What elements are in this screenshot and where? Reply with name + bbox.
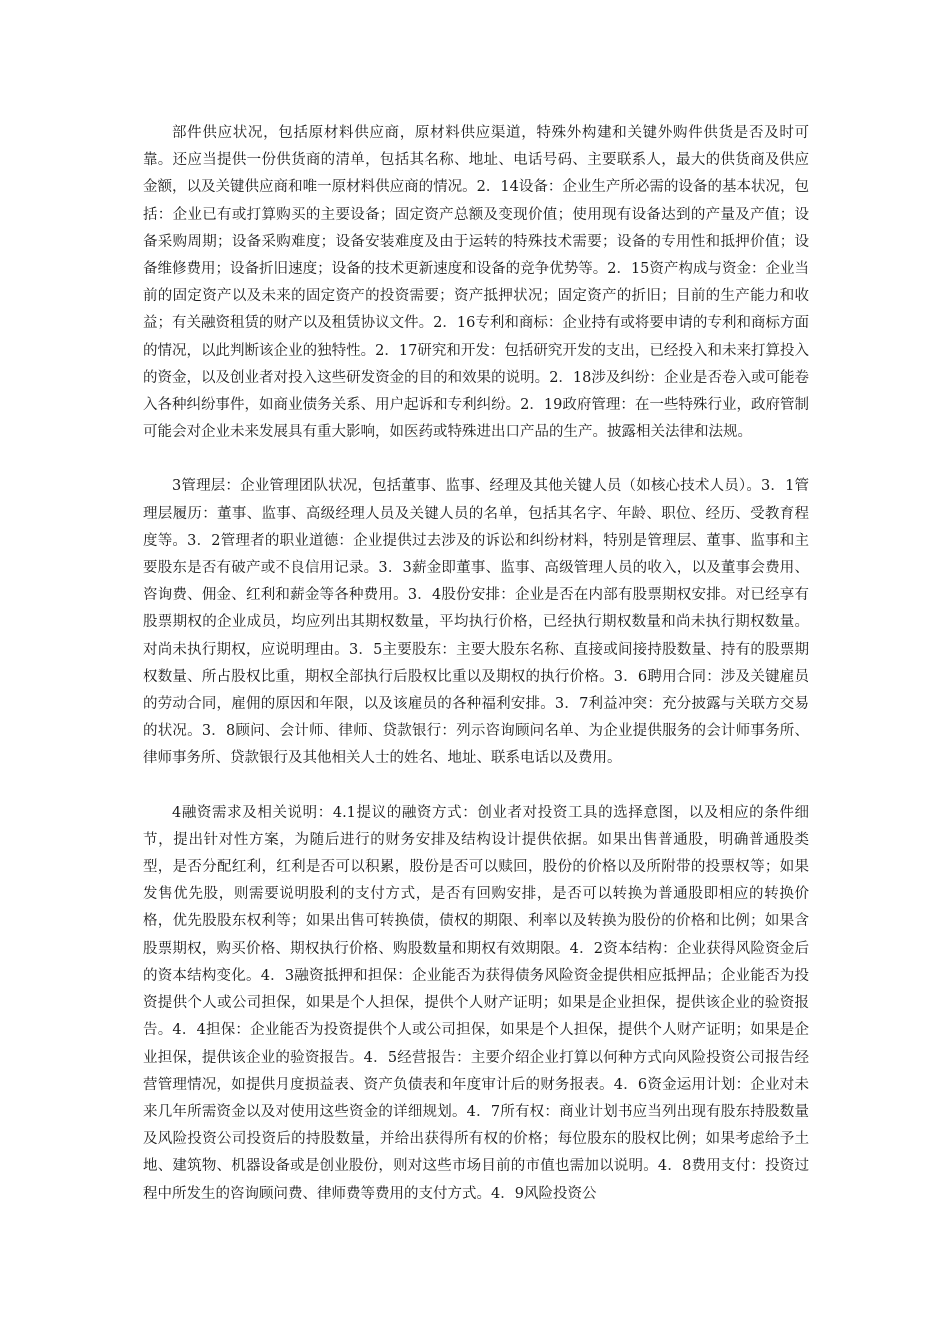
paragraph-financing: 4融资需求及相关说明：4.1提议的融资方式：创业者对投资工具的选择意图，以及相应的条件细节，提出针对性方案，为随后进行的财务安排及结构设计提供依据。如果出售普通股，明确普通股类型，是否分配红利，红利是否可以积累，股份是否可以赎回，股份的价格以及所附带的投票权等；如果发售优先股，则需要说明股利的支付方式，是否有回购安排，是否可以转换为普通股即相应的转换价格，优先股股东权利等；如果出售可转换债，债权的期限、利率以及转换为股份的价格和比例；如果含股票期权，购买价格、期权执行价格、购股数量和期权有效期限。4．2资本结构：企业获得风险资金后的资本结构变化。4．3融资抵押和担保：企业能否为获得债务风险资金提供相应抵押品；企业能否为投资提供个人或公司担保，如果是个人担保，提供个人财产证明；如果是企业担保，提供该企业的验资报告。4．4担保：企业能否为投资提供个人或公司担保，如果是个人担保，提供个人财产证明；如果是企业担保，提供该企业的验资报告。4．5经营报告：主要介绍企业打算以何种方式向风险投资公司报告经营管理情况，如提供月度损益表、资产负债表和年度审计后的财务报表。4．6资金运用计划：企业对未来几年所需资金以及对使用这些资金的详细规划。4．7所有权：商业计划书应当列出现有股东持股数量及风险投资公司投资后的持股数量，并给出获得所有权的价格；每位股东的股权比例；如果考虑给予土地、建筑物、机器设备或是创业股份，则对这些市场目前的市值也需加以说明。4．8费用支付：投资过程中所发生的咨询顾问费、律师费等费用的支付方式。4．9风险投资公 (143, 804, 809, 1202)
paragraph-suppliers-equipment: 部件供应状况，包括原材料供应商，原材料供应渠道，特殊外构建和关键外购件供货是否及时可靠。还应当提供一份供货商的清单，包括其名称、地址、电话号码、主要联系人，最大的供货商及供应金额，以及关键供应商和唯一原材料供应商的情况。2．14设备：企业生产所必需的设备的基本状况，包括：企业已有或打算购买的主要设备；固定资产总额及变现价值；使用现有设备达到的产量及产值；设备采购周期；设备采购难度；设备安装难度及由于运转的特殊技术需要；设备的专用性和抵押价值；设备维修费用；设备折旧速度；设备的技术更新速度和设备的竞争优势等。2．15资产构成与资金：企业当前的固定资产以及未来的固定资产的投资需要；资产抵押状况；固定资产的折旧；目前的生产能力和收益；有关融资租赁的财产以及租赁协议文件。2．16专利和商标：企业持有或将要申请的专利和商标方面的情况，以此判断该企业的独特性。2．17研究和开发：包括研究开发的支出，已经投入和未来打算投入的资金，以及创业者对投入这些研发资金的目的和效果的说明。2．18涉及纠纷：企业是否卷入或可能卷入各种纠纷事件，如商业债务关系、用户起诉和专利纠纷。2．19政府管理：在一些特殊行业，政府管制可能会对企业未来发展具有重大影响，如医药或特殊进出口产品的生产。披露相关法律和法规。 (143, 125, 809, 441)
document-page (143, 120, 809, 1208)
paragraph-management: 3管理层：企业管理团队状况，包括董事、监事、经理及其他关键人员（如核心技术人员）。3．1管理层履历：董事、监事、高级经理人员及关键人员的名单，包括其名字、年龄、职位、经历、受教育程度等。3．2管理者的职业道德：企业提供过去涉及的诉讼和纠纷材料，特别是管理层、董事、监事和主要股东是否有破产或不良信用记录。3．3薪金即董事、监事、高级管理人员的收入，以及董事会费用、咨询费、佣金、红利和薪金等各种费用。3．4股份安排：企业是否在内部有股票期权安排。对已经享有股票期权的企业成员，均应列出其期权数量，平均执行价格，已经执行期权数量和尚未执行期权数量。对尚未执行期权，应说明理由。3．5主要股东：主要大股东名称、直接或间接持股数量、持有的股票期权数量、所占股权比重，期权全部执行后股权比重以及期权的执行价格。3．6聘用合同：涉及关键雇员的劳动合同，雇佣的原因和年限，以及该雇员的各种福利安排。3．7利益冲突：充分披露与关联方交易的状况。3．8顾问、会计师、律师、贷款银行：列示咨询顾问名单、为企业提供服务的会计师事务所、律师事务所、贷款银行及其他相关人士的姓名、地址、联系电话以及费用。 (143, 478, 809, 767)
